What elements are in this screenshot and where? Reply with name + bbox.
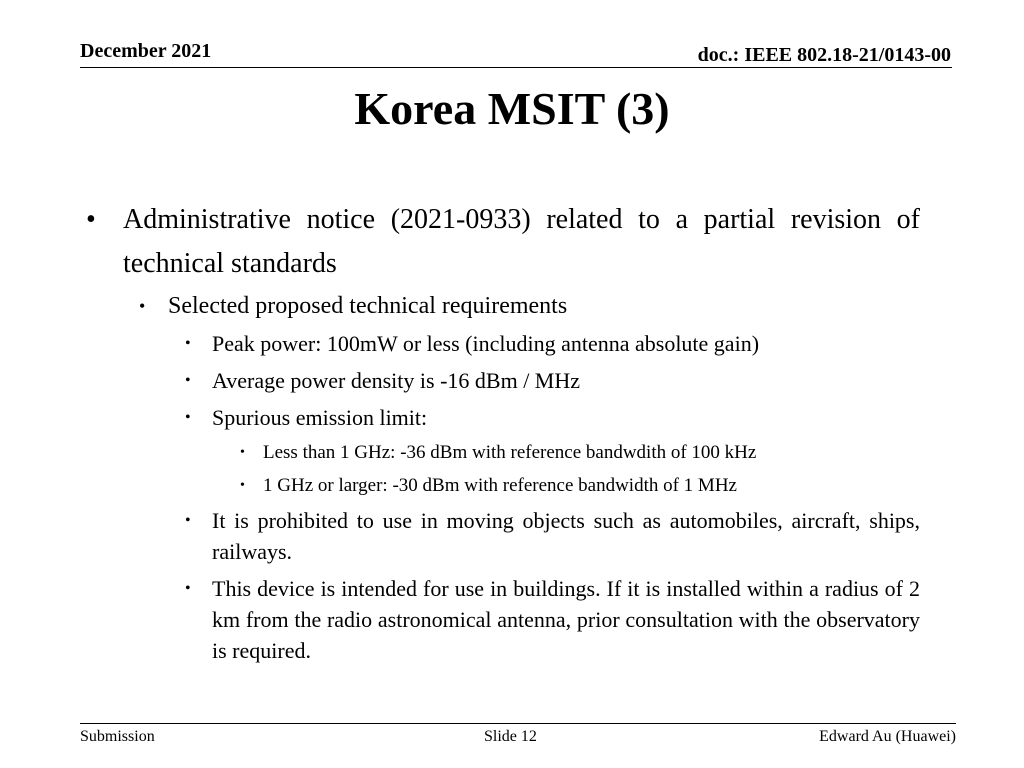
bullet-text: Average power density is -16 dBm / MHz [212,368,581,393]
bullet-text: Spurious emission limit: [212,405,428,430]
bullet-level3 [84,402,920,433]
bullet-level4 [84,472,920,499]
header-doc-id: doc.: IEEE 802.18-21/0143-00 [697,44,951,66]
bullet-text: It is prohibited to use in moving objects such as automobiles, aircraft, ships, railways. [212,508,920,564]
bullet-text: Selected proposed technical requirements [168,293,568,319]
bullet-dot-icon: • [139,296,146,316]
bullet-level4 [84,439,920,466]
bullet-text: Peak power: 100mW or less (including antenna absolute gain) [212,331,760,356]
bullet-dot-icon: • [185,580,191,597]
footer-divider [80,723,956,724]
slide-title: Korea MSIT (3) [354,83,670,134]
bullet-level1 [84,198,920,286]
footer-submission: Submission [80,728,155,745]
slide-body [84,198,920,672]
bullet-text: Less than 1 GHz: -36 dBm with reference bandwdith of 100 kHz [263,442,757,463]
header-date: December 2021 [80,40,212,62]
bullet-dot-icon: • [185,512,191,529]
bullet-level3 [84,328,920,359]
bullet-level3 [84,365,920,396]
bullet-dot-icon: • [185,409,191,426]
footer-author: Edward Au (Huawei) [819,728,956,745]
bullet-text: Administrative notice (2021-0933) related to a partial revision of technical standards [123,204,920,279]
bullet-text: This device is intended for use in buildings. If it is installed within a radius of 2 km from the radio astronomical antenna, prior consultation with the observatory is required. [212,576,920,663]
bullet-dot-icon: • [240,478,245,493]
bullet-dot-icon: • [185,372,191,389]
header-divider [80,67,952,68]
bullet-level3 [84,573,920,666]
bullet-dot-icon: • [240,445,245,460]
footer-slide-number: Slide 12 [484,728,537,745]
bullet-dot-icon: • [86,204,96,235]
bullet-level3 [84,505,920,567]
bullet-text: 1 GHz or larger: -30 dBm with reference bandwidth of 1 MHz [263,475,737,496]
bullet-level2 [84,288,920,324]
bullet-dot-icon: • [185,335,191,352]
